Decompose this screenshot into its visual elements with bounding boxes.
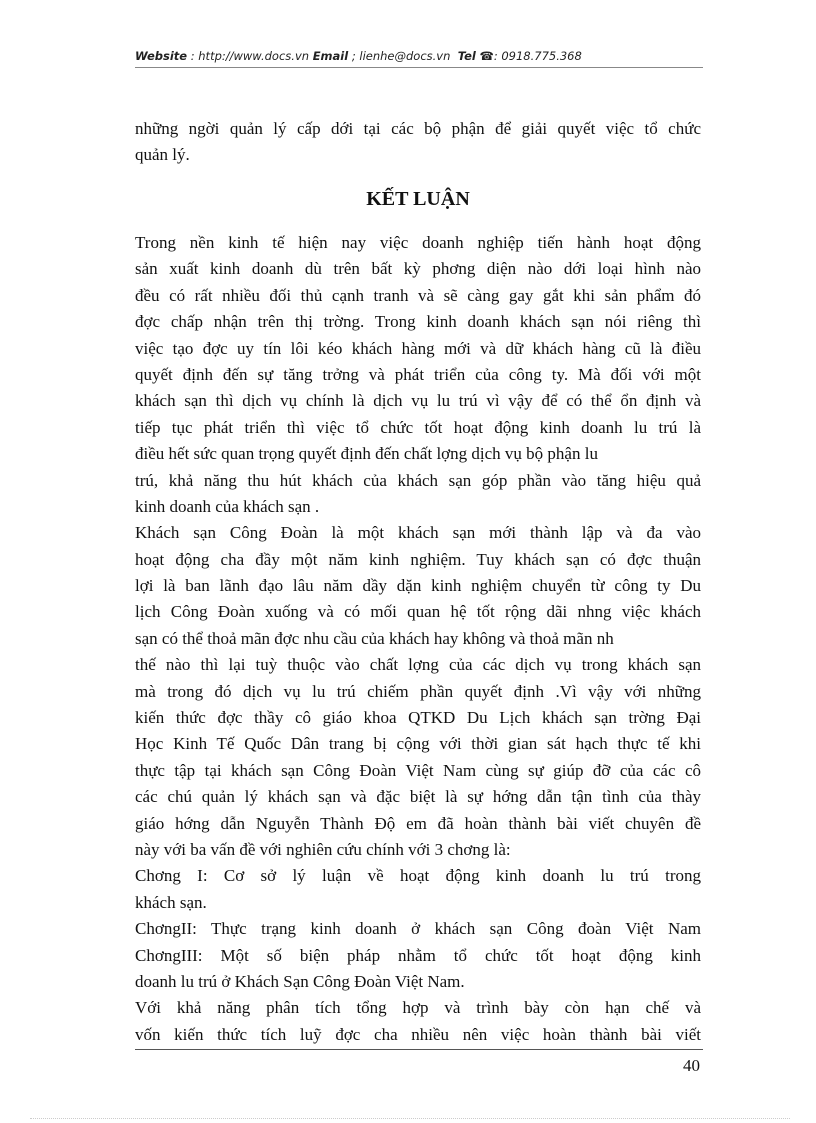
body-line: thực tập tại khách sạn Công Đoàn Việt Nam cùng sự giúp đỡ của các cô	[135, 760, 701, 780]
chapter-item: khách sạn.	[135, 892, 207, 912]
body-line: đều có rất nhiều đối thủ cạnh tranh và sẽ càng gay gắt khi sản phẩm đó	[135, 285, 701, 305]
chapter-item: doanh lu trú ở Khách Sạn Công Đoàn Việt Nam.	[135, 971, 465, 991]
body-line: hoạt động cha đầy một năm kinh nghiệm. Tuy khách sạn có đợc thuận	[135, 549, 701, 569]
chapter-item: Chơng I: Cơ sở lý luận về hoạt động kinh doanh lu trú trong	[135, 866, 701, 886]
page-number: 40	[683, 1056, 700, 1075]
body-line: tiếp tục phát triển thì việc tổ chức tốt hoạt động kinh doanh lu trú là	[135, 417, 701, 437]
website-label: Website	[135, 49, 188, 63]
body-line: kinh doanh của khách sạn .	[135, 496, 320, 516]
body-line: kiến thức đợc thầy cô giáo khoa QTKD Du Lịch khách sạn trờng Đại	[135, 708, 701, 728]
body-line: lịch Công Đoàn xuống và có mối quan hệ tốt rộng dãi nhng việc khách	[135, 602, 701, 622]
page-header	[135, 49, 705, 63]
body-line: lợi là ban lãnh đạo lâu năm dầy dặn kinh nghiệm chuyển từ công ty Du	[135, 576, 701, 596]
body-line: Học Kinh Tế Quốc Dân trang bị cộng với thời gian sát hạch thực tế khi	[135, 734, 701, 754]
body-line: trú, khả năng thu hút khách của khách sạn góp phần vào tăng hiệu quả	[135, 470, 701, 490]
body-line: Với khả năng phân tích tổng hợp và trình bày còn hạn chế và	[135, 998, 701, 1018]
body-line: mà trong đó dịch vụ lu trú chiếm phần quyết định .Vì vậy với những	[135, 681, 701, 701]
website-url: http://www.docs.vn	[198, 49, 310, 63]
chapter-item: ChơngIII: Một số biện pháp nhằm tổ chức tốt hoạt động kinh	[135, 945, 701, 965]
footer-divider	[135, 1049, 703, 1050]
body-line: khách sạn thì dịch vụ chính là dịch vụ lu trú vì vậy để có thể ổn định và	[135, 391, 701, 411]
body-line: quyết định đến sự tăng trởng và phát triển của công ty. Mà đối với một	[135, 364, 701, 384]
body-line: thế nào thì lại tuỳ thuộc vào chất lợng của các dịch vụ trong khách sạn	[135, 655, 701, 675]
body-line: giáo hớng dẫn Nguyễn Thành Độ em đã hoàn thành bài viết chuyên đề	[135, 813, 701, 833]
chapter-item: ChơngII: Thực trạng kinh doanh ở khách sạn Công đoàn Việt Nam	[135, 919, 701, 939]
body-line: điều hết sức quan trọng quyết định đến chất lợng dịch vụ bộ phận lu	[135, 444, 598, 464]
email-value: lienhe@docs.vn	[359, 49, 451, 63]
email-separator: ;	[348, 49, 360, 63]
website-separator: :	[187, 49, 199, 63]
section-title: KẾT LUẬN	[366, 188, 470, 210]
body-line: Khách sạn Công Đoàn là một khách sạn mới thành lập và đa vào	[135, 523, 701, 543]
email-label: Email	[312, 49, 349, 63]
intro-line: những ngời quản lý cấp dới tại các bộ phận để giải quyết việc tổ chức	[135, 119, 701, 138]
intro-line: quản lý.	[135, 145, 190, 165]
body-line: này với ba vấn đề với nghiên cứu chính với 3 chơng là:	[135, 839, 511, 859]
page-bottom-border	[30, 1118, 790, 1119]
tel-value: : 0918.775.368	[493, 49, 582, 63]
header-divider	[135, 67, 703, 68]
body-line: vốn kiến thức tích luỹ đợc cha nhiều nên việc hoàn thành bài viết	[135, 1024, 701, 1044]
phone-icon: ☎	[479, 49, 494, 63]
body-line: sản xuất kinh doanh dù trên bất kỳ phơng diện nào dới loại hình nào	[135, 259, 701, 279]
body-line: các chú quản lý khách sạn và đặc biệt là sự hớng dẫn tận tình của thày	[135, 787, 701, 807]
body-line: Trong nền kinh tế hiện nay việc doanh nghiệp tiến hành hoạt động	[135, 233, 701, 252]
tel-label: Tel	[457, 49, 476, 63]
conclusion-body	[135, 230, 701, 1048]
intro-text	[135, 116, 701, 169]
body-line: đợc chấp nhận trên thị trờng. Trong kinh doanh khách sạn nói riêng thì	[135, 312, 701, 332]
body-line: việc tạo đợc uy tín lôi kéo khách hàng mới và dữ khách hàng cũ là điều	[135, 338, 701, 358]
body-line: sạn có thể thoả mãn đợc nhu cầu của khách hay không và thoả mãn nh	[135, 628, 614, 648]
